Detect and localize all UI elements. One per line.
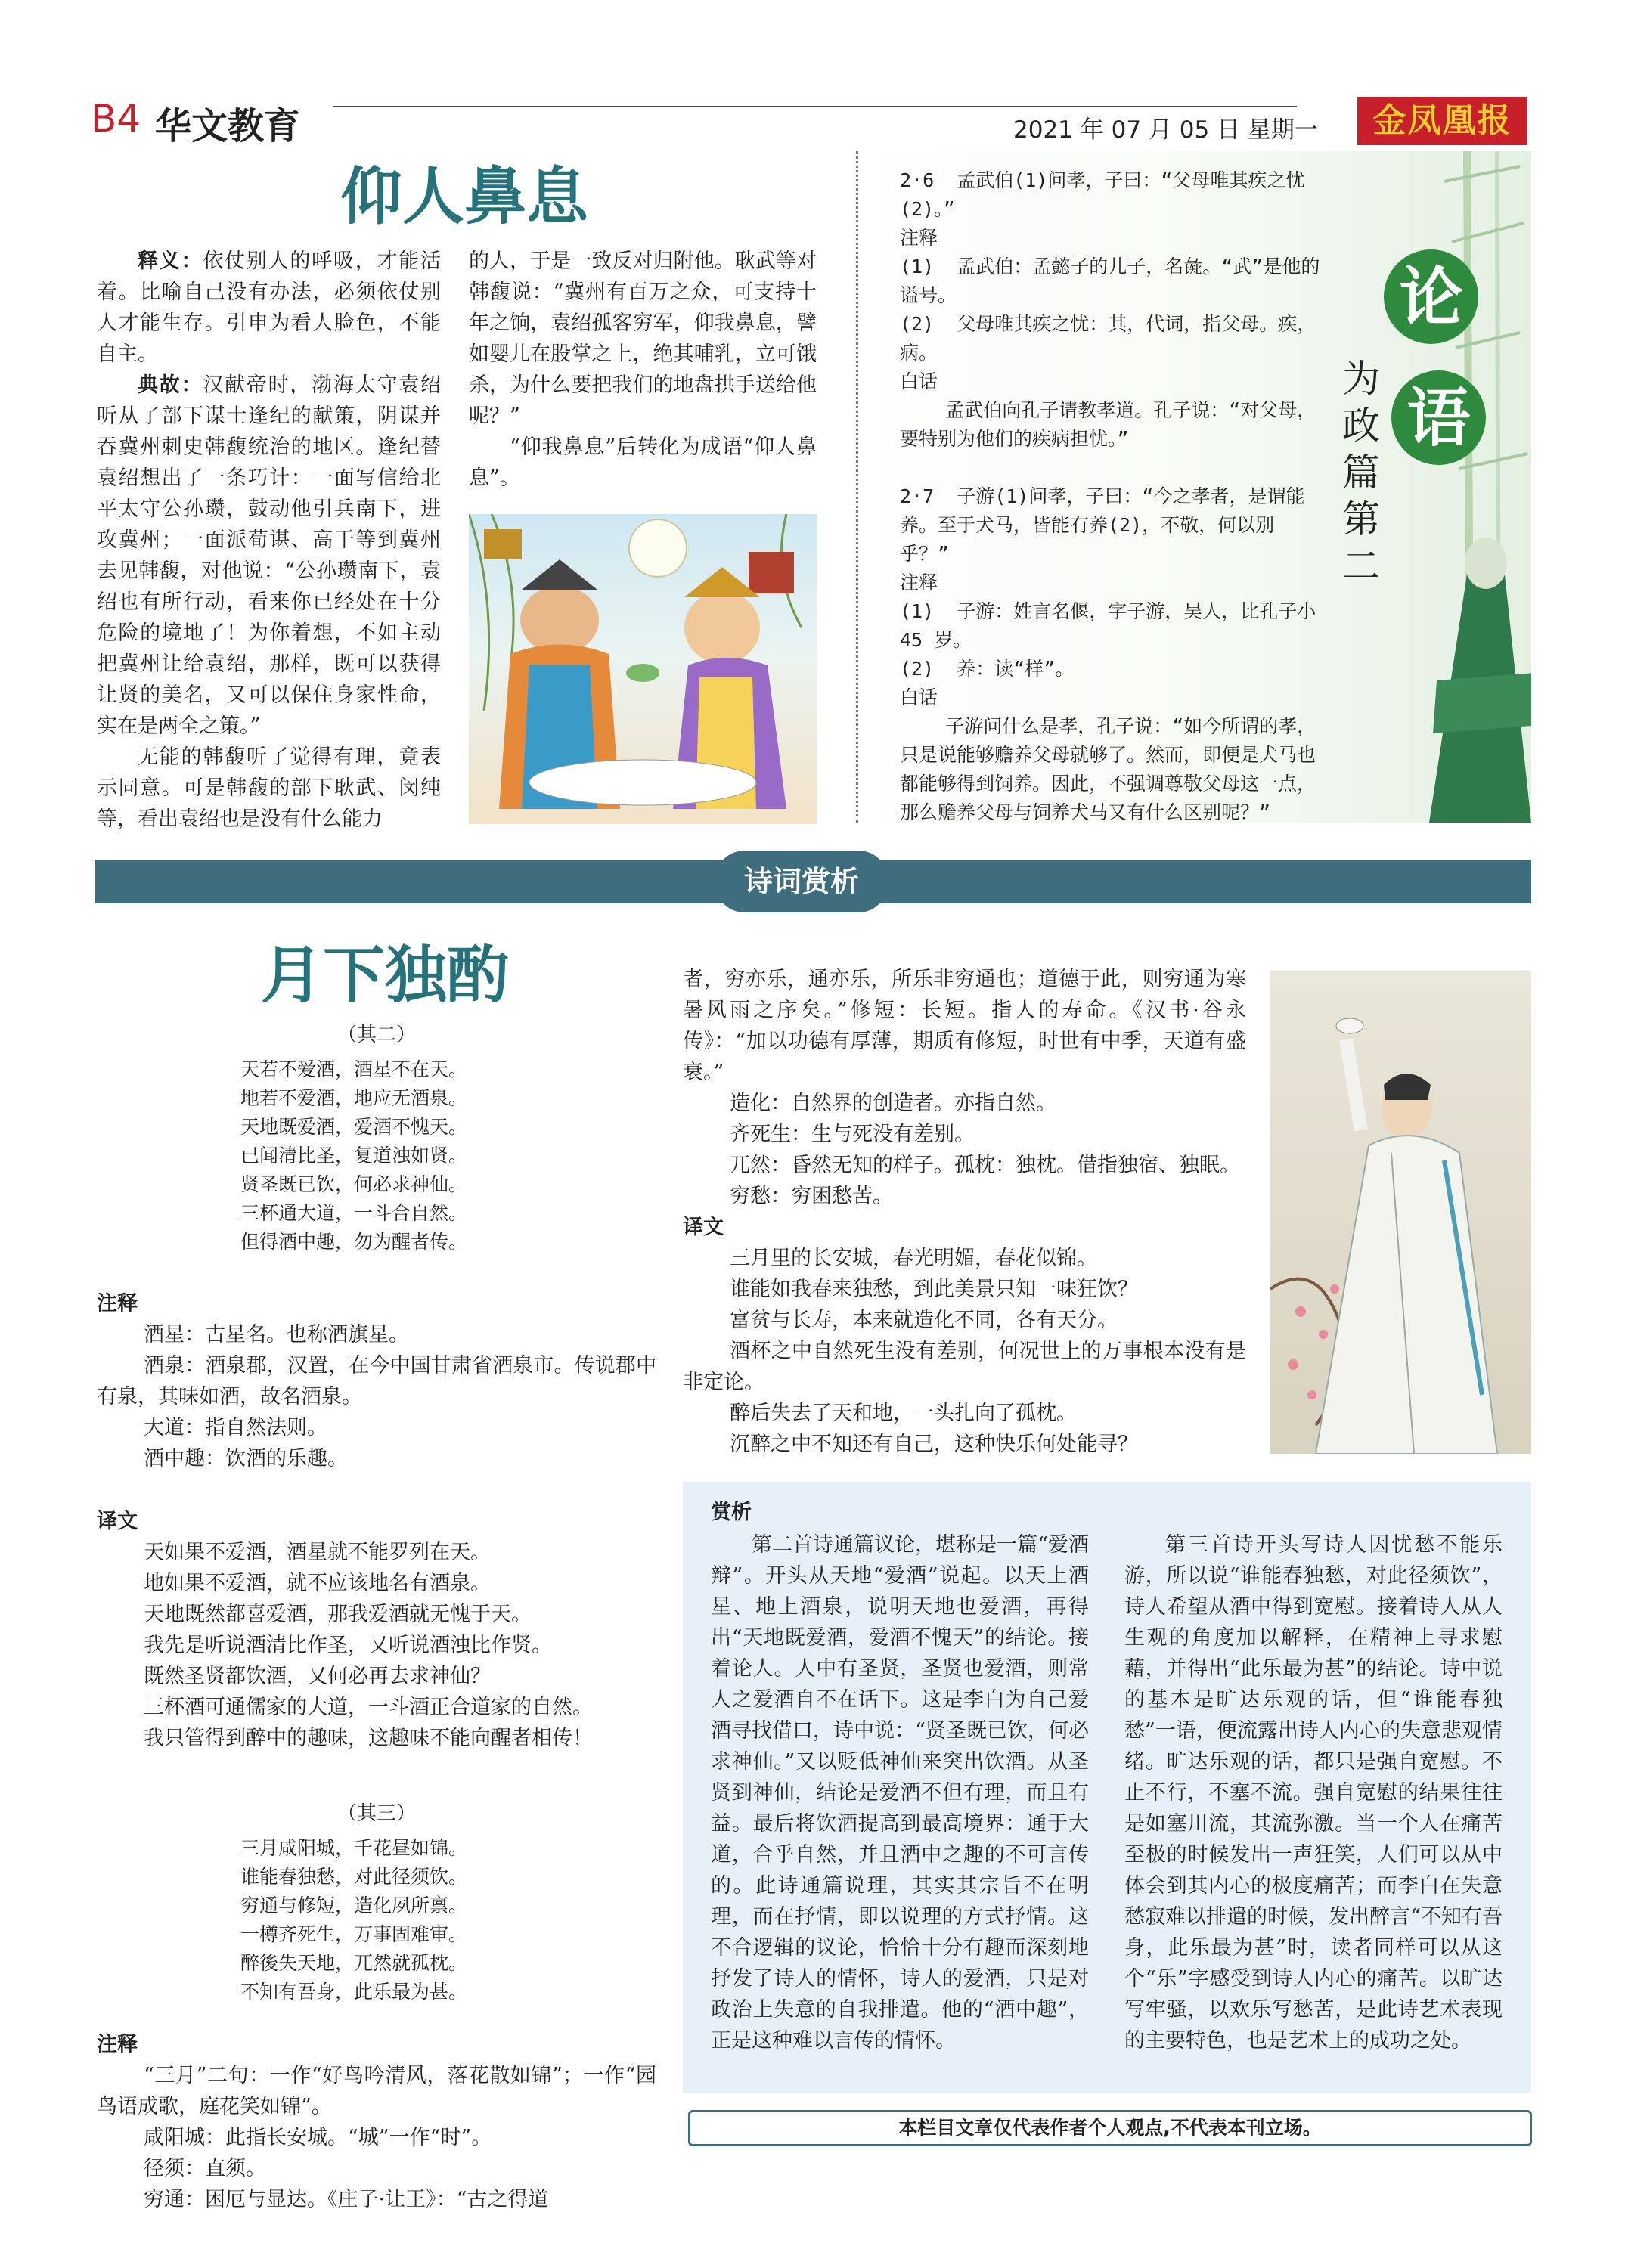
poem-column-2	[683, 964, 1246, 1460]
header-rule	[333, 106, 1297, 107]
idiom-paragraph: 的人，于是一致反对归附他。耿武等对韩馥说：“冀州有百万之众，可支持十年之饷，袁绍孤客穷军，仰我鼻息，譬如婴儿在股掌之上，绝其哺乳，立可饿杀，为什么要把我们的地盘拱手送给他呢？”	[469, 249, 817, 428]
poem-title: 月下独酌	[261, 940, 510, 1012]
part3-heading: （其三）	[336, 1802, 416, 1825]
translation-line: 沉醉之中不知还有自己，这种快乐何处能寻？	[730, 1433, 1138, 1456]
lunyu-title-char-2: 语	[1391, 370, 1486, 465]
idiom-title: 仰人鼻息	[340, 161, 589, 233]
lunyu-title-char-1: 论	[1384, 249, 1478, 344]
part2-poem-lines	[97, 1055, 656, 1256]
translation-line: 富贫与长寿，本来就造化不同，各有天分。	[730, 1309, 1118, 1332]
note-item: 径须：直须。	[144, 2157, 266, 2180]
poem-line: 但得酒中趣，勿为醒者传。	[240, 1231, 468, 1253]
note-item: 造化：自然界的创造者。亦指自然。	[730, 1092, 1056, 1115]
note-item: 酒星：古星名。也称酒旗星。	[144, 1323, 409, 1346]
appreciation-column-2: 第三首诗开头写诗人因忧愁不能乐游，所以说“谁能春独愁，对此径须饮”，诗人希望从酒中得到宽慰。接着诗人从人生观的角度加以解释，在精神上寻求慰藉，并得出“此乐最为甚”的结论。诗中说的基本是旷达乐观的话，但“谁能春独愁”一语，便流露出诗人内心的失意悲观情绪。旷达乐观的话，都只是强自宽慰。不止不行，不塞不流。强自宽慰的结果往往是如塞川流，其流弥激。当一个人在痛苦至极的时候发出一声狂笑，人们可以从中体会到其内心的极度痛苦；而李白在失意愁寂难以排遣的时候，发出醉言“不知有吾身，此乐最为甚”时，读者同样可以从这个“乐”字感受到诗人内心的痛苦。以旷达写牢骚，以欢乐写愁苦，是此诗艺术表现的主要特色，也是艺术上的成功之处。	[1124, 1533, 1503, 2053]
banner-label: 诗词赏析	[715, 850, 888, 912]
translation-line: 我只管得到醉中的趣味，这趣味不能向醒者相传！	[144, 1727, 593, 1750]
part3-notes-continued	[683, 964, 1246, 1212]
note-item: 酒泉：酒泉郡，汉置，在今中国甘肃省酒泉市。传说郡中有泉，其味如酒，故名酒泉。	[97, 1354, 656, 1408]
lunyu-text: 2·6 孟武伯(1)问孝，子曰：“父母唯其疾之忧(2)。” 注释 (1) 孟武伯：孟懿子的儿子，名彘。“武”是他的谥号。 (2) 父母唯其疾之忧：其，代词，指父母。疾，病。 白话 孟武伯向孔子请教孝道。孔子说：“对父母，要特别为他们的疾病担忧。” 2·7 子游(1)问孝，子曰：“今之孝者，是谓能养。至于犬马，皆能有养(2)，不敬，何以别乎？” 注释 (1) 子游：姓言名偃，字子游，吴人，比孔子小45 岁。 (2) 养：读“样”。 白话 子游问什么是孝，孔子说：“如今所谓的孝，只是说能够赡养父母就够了。然而，即便是犬马也都能够得到饲养。因此，不强调尊敬父母这一点，那么赡养父母与饲养犬马又有什么区别呢？”	[900, 169, 1320, 823]
idiom-column-2	[469, 246, 817, 494]
part2-trans-label: 译文	[97, 1510, 138, 1533]
note-item: 兀然：昏然无知的样子。孤枕：独枕。借指独宿、独眠。	[730, 1154, 1240, 1177]
translation-line: 三杯酒可通儒家的大道，一斗酒正合道家的自然。	[144, 1696, 593, 1719]
poem-column-1	[97, 1021, 656, 2215]
translation-line: 我先是听说酒清比作圣，又听说酒浊比作贤。	[144, 1634, 552, 1657]
li-bai-illustration	[1270, 971, 1531, 1454]
poem-line: 一樽齐死生，万事固难审。	[240, 1923, 468, 1945]
note-item: 大道：指自然法则。	[144, 1416, 327, 1439]
translation-line: 天如果不爱酒，酒星就不能罗列在天。	[144, 1541, 491, 1564]
part2-notes	[97, 1319, 656, 1474]
idiom-paragraph: 典故：汉献帝时，渤海太守袁绍听从了部下谋士逢纪的献策，阴谋并吞冀州刺史韩馥统治的地区。逢纪替袁绍想出了一条巧计：一面写信给北平太守公孙瓒，鼓动他引兵南下，进攻冀州；一面派荀谌、高干等到冀州去见韩馥，对他说：“公孙瓒南下，袁绍也有所行动，看来你已经处在十分危险的境地了！为你着想，不如主动把冀州让给袁绍，那样，既可以获得让贤的美名，又可以保住身家性命，实在是两全之策。”	[97, 373, 442, 738]
issue-date: 2021 年 07 月 05 日 星期一	[1013, 116, 1318, 144]
poem-line: 穷通与修短，造化夙所禀。	[240, 1895, 468, 1916]
part2-heading: （其二）	[336, 1024, 416, 1046]
appreciation-label: 赏析	[711, 1501, 752, 1524]
part2-notes-label: 注释	[97, 1292, 138, 1315]
poem-line: 天若不爱酒，酒星不在天。	[240, 1058, 468, 1080]
poem-line: 三月咸阳城，千花昼如锦。	[240, 1837, 468, 1859]
translation-line: 天地既然都喜爱酒，那我爱酒就无愧于天。	[144, 1603, 532, 1626]
translation-line: 既然圣贤都饮酒，又何必再去求神仙？	[144, 1665, 491, 1688]
idiom-paragraph: 无能的韩馥听了觉得有理，竟表示同意。可是韩馥的部下耿武、闵纯等，看出袁绍也是没有什么能力	[97, 745, 441, 831]
note-item: 穷愁：穷困愁苦。	[730, 1185, 893, 1208]
poem-line: 天地既爱酒，爱酒不愧天。	[240, 1116, 468, 1138]
poem-line: 不知有吾身，此乐最为甚。	[240, 1981, 468, 2003]
part3-poem-lines	[97, 1834, 656, 2006]
idiom-column-1	[97, 246, 441, 835]
idiom-paragraph: 释义：依仗别人的呼吸，才能活着。比喻自己没有办法，必须依仗别人才能生存。引申为看人脸色，不能自主。	[97, 249, 442, 366]
page-code: B4	[91, 97, 141, 141]
poem-line: 贤圣既已饮，何必求神仙。	[240, 1173, 468, 1195]
part3-trans-label: 译文	[683, 1216, 724, 1239]
disclaimer-bar: 本栏目文章仅代表作者个人观点,不代表本刊立场。	[688, 2110, 1532, 2146]
poem-line: 谁能春独愁，对此径须饮。	[240, 1866, 468, 1888]
column-divider	[856, 151, 858, 823]
note-item: 齐死生：生与死没有差别。	[730, 1123, 975, 1146]
bamboo-decoration	[1293, 151, 1531, 823]
note-item: “三月”二句：一作“好鸟吟清风，落花散如锦”；一作“园鸟语成歌，庭花笑如锦”。	[97, 2064, 656, 2118]
note-item: 者，穷亦乐，通亦乐，所乐非穷通也；道德于此，则穷通为寒暑风雨之序矣。”修短：长短。指人的寿命。《汉书·谷永传》：“加以功德有厚薄，期质有修短，时世有中季，天道有盛衰。”	[683, 968, 1246, 1084]
idiom-illustration	[469, 514, 817, 824]
translation-line: 酒杯之中自然死生没有差别，何况世上的万事根本没有是非定论。	[683, 1340, 1246, 1394]
part3-notes-label: 注释	[97, 2033, 138, 2056]
note-item: 穷通：困厄与显达。《庄子·让王》：“古之得道	[144, 2188, 549, 2211]
poem-line: 已闻清比圣，复道浊如贤。	[240, 1145, 468, 1167]
lunyu-panel	[854, 151, 1531, 823]
poem-line: 地若不爱酒，地应无酒泉。	[240, 1087, 468, 1109]
translation-line: 谁能如我春来独愁，到此美景只知一味狂饮？	[730, 1278, 1138, 1301]
poem-line: 三杯通大道，一斗合自然。	[240, 1202, 468, 1224]
part3-translation	[683, 1243, 1246, 1460]
translation-line: 地如果不爱酒，就不应该地名有酒泉。	[144, 1572, 491, 1595]
newspaper-logo: 金凤凰报	[1357, 97, 1527, 145]
translation-line: 三月里的长安城，春光明媚，春花似锦。	[730, 1247, 1097, 1270]
note-item: 咸阳城：此指长安城。“城”一作“时”。	[144, 2126, 492, 2149]
poem-line: 醉後失天地，兀然就孤枕。	[240, 1952, 468, 1974]
lunyu-chapter: 为政篇第二	[1342, 357, 1380, 588]
part3-notes	[97, 2060, 656, 2215]
section-title: 华文教育	[155, 105, 301, 147]
part2-translation	[97, 1537, 656, 1754]
note-item: 酒中趣：饮酒的乐趣。	[144, 1447, 348, 1470]
idiom-paragraph: “仰我鼻息”后转化为成语“仰人鼻息”。	[469, 435, 817, 490]
appreciation-column-1: 第二首诗通篇议论，堪称是一篇“爱酒辩”。开头从天地“爱酒”说起。以天上酒星、地上酒泉，说明天地也爱酒，再得出“天地既爱酒，爱酒不愧天”的结论。接着论人。人中有圣贤，圣贤也爱酒，则常人之爱酒自不在话下。这是李白为自己爱酒寻找借口，诗中说：“贤圣既已饮，何必求神仙。”又以贬低神仙来突出饮酒。从圣贤到神仙，结论是爱酒不但有理，而且有益。最后将饮酒提高到最高境界：通于大道，合乎自然，并且酒中之趣的不可言传的。此诗通篇说理，其实其宗旨不在明理，而在抒情，即以说理的方式抒情。这不合逻辑的议论，恰恰十分有趣而深刻地抒发了诗人的情怀，诗人的爱酒，只是对政治上失意的自我排遣。他的“酒中趣”，正是这种难以言传的情怀。	[711, 1533, 1089, 2053]
translation-line: 醉后失去了天和地，一头扎向了孤枕。	[730, 1402, 1077, 1425]
